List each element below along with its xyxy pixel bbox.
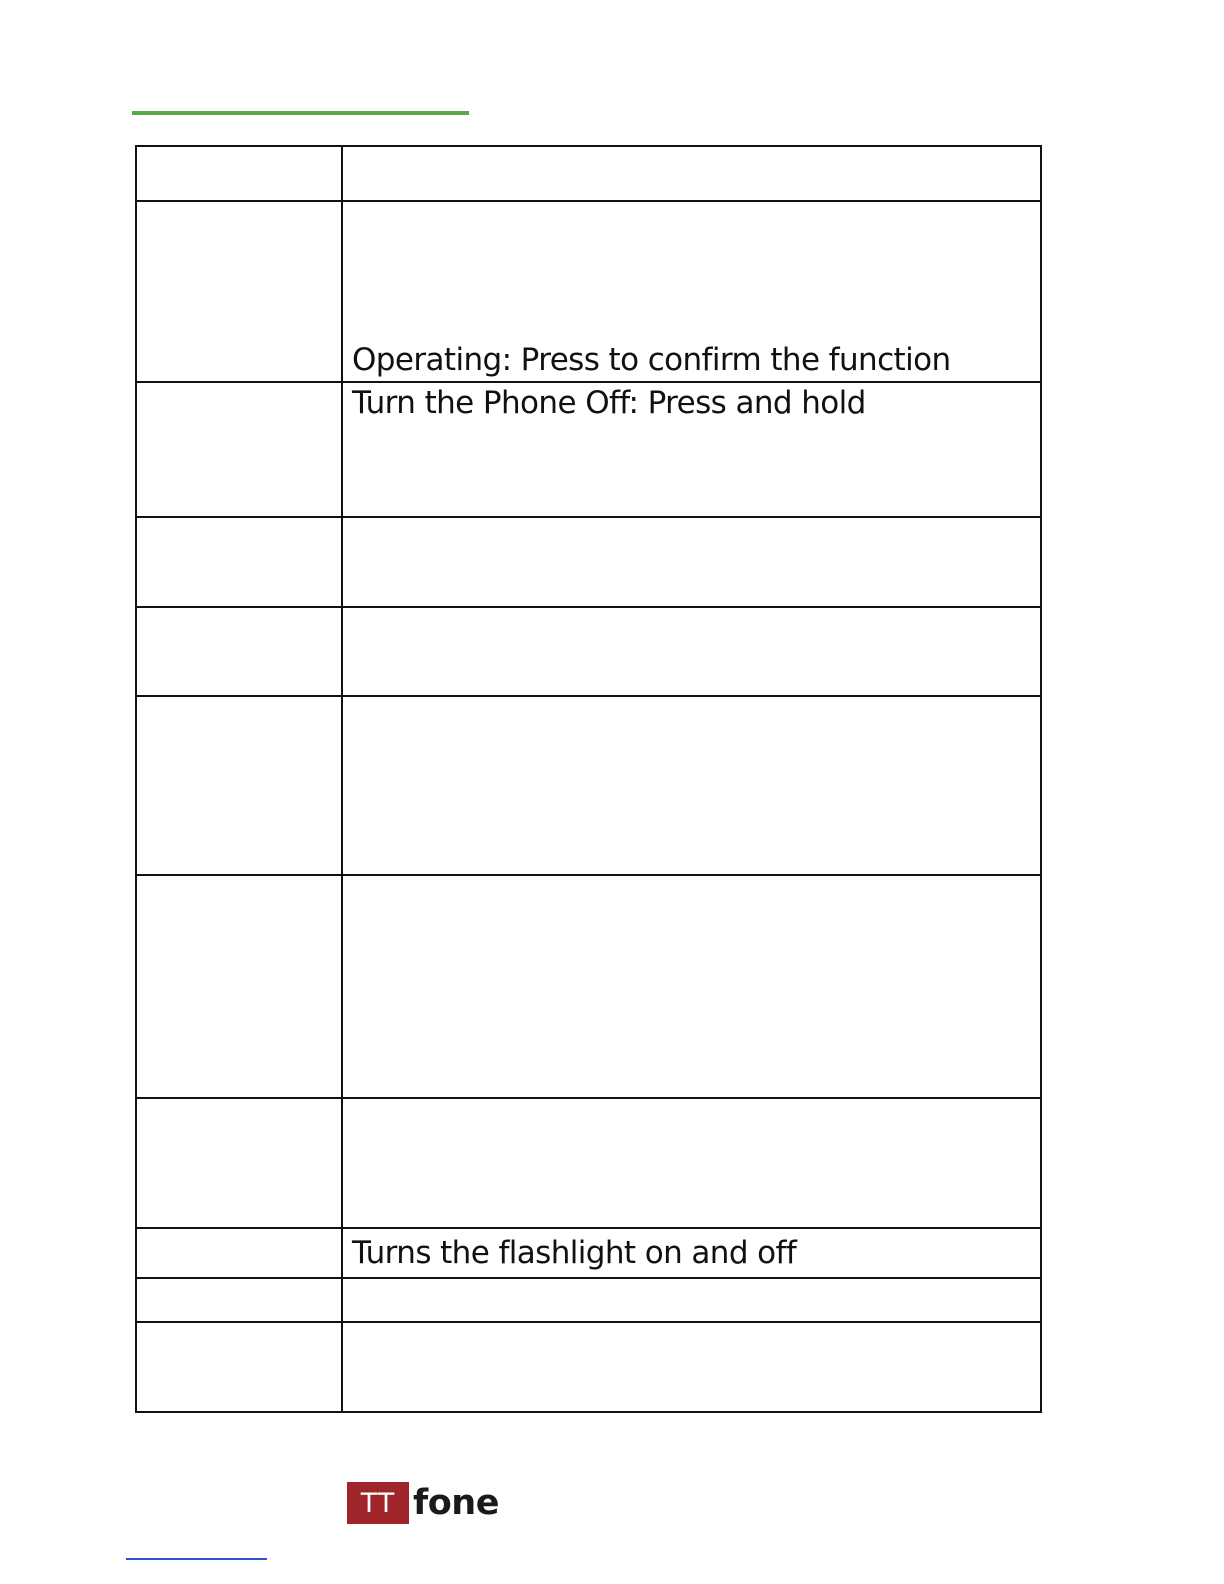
- table-row: [136, 1098, 1041, 1228]
- key-cell: [136, 517, 342, 607]
- header-accent-rule: [132, 111, 469, 115]
- logo-wordmark: fone: [413, 1483, 499, 1523]
- description-cell: Operating: Press to confirm the function: [342, 201, 1041, 382]
- key-cell: [136, 1098, 342, 1228]
- key-cell: [136, 1322, 342, 1412]
- key-cell: [136, 875, 342, 1098]
- table-row: [136, 607, 1041, 696]
- description-cell: Turn the Phone Off: Press and hold: [342, 382, 1041, 517]
- table-row: [136, 1278, 1041, 1322]
- keys-table: [135, 145, 1042, 1413]
- key-cell: [136, 201, 342, 382]
- description-cell: [342, 607, 1041, 696]
- key-cell: [136, 607, 342, 696]
- footer-link-rule: [126, 1558, 267, 1560]
- logo-mark: TT: [347, 1482, 409, 1524]
- description-cell: [342, 875, 1041, 1098]
- table-row: [136, 1322, 1041, 1412]
- key-cell: [136, 1228, 342, 1278]
- description-cell: [342, 696, 1041, 875]
- table-row: [136, 517, 1041, 607]
- description-cell: [342, 1322, 1041, 1412]
- description-cell: [342, 146, 1041, 201]
- description-cell: [342, 517, 1041, 607]
- table-row: [136, 696, 1041, 875]
- table-row: [136, 1228, 1041, 1278]
- table-row: [136, 382, 1041, 517]
- key-cell: [136, 146, 342, 201]
- description-cell: Turns the flashlight on and off: [342, 1228, 1041, 1278]
- ttfone-logo: [347, 1480, 499, 1526]
- table-row: [136, 201, 1041, 382]
- table-row: [136, 146, 1041, 201]
- description-cell: [342, 1098, 1041, 1228]
- description-cell: [342, 1278, 1041, 1322]
- table-row: [136, 875, 1041, 1098]
- key-cell: [136, 1278, 342, 1322]
- key-cell: [136, 696, 342, 875]
- key-cell: [136, 382, 342, 517]
